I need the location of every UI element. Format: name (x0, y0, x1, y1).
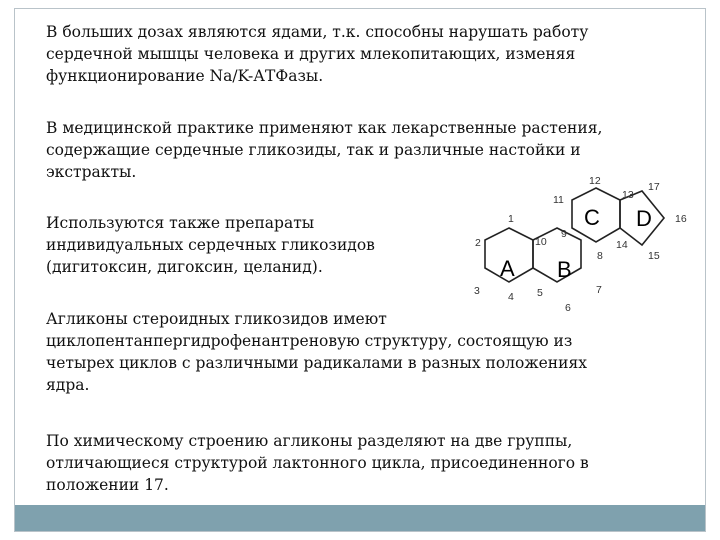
atom-number: 15 (648, 250, 660, 262)
atom-number: 4 (508, 291, 514, 303)
atom-number: 17 (648, 181, 660, 193)
text-line: содержащие сердечные гликозиды, так и различные настойки и (46, 141, 581, 159)
atom-number: 14 (616, 239, 628, 251)
paragraph-toxicity (46, 21, 696, 87)
ring-label-d: D (636, 206, 652, 231)
atom-number: 6 (565, 302, 571, 314)
text-line: четырех циклов с различными радикалами в разных положениях (46, 354, 587, 372)
steroid-skeleton-diagram (460, 168, 700, 320)
atom-number: 1 (508, 213, 514, 225)
atom-number: 8 (597, 250, 603, 262)
footer-bar (15, 505, 705, 531)
ring-label-c: C (584, 205, 600, 230)
text-line: положении 17. (46, 476, 169, 494)
atom-number: 3 (474, 285, 480, 297)
text-line: Агликоны стероидных гликозидов имеют (46, 310, 387, 328)
paragraph-preparations (46, 212, 466, 278)
text-line: Используются также препараты (46, 214, 315, 232)
text-line: циклопентанпергидрофенантреновую структуру, состоящую из (46, 332, 573, 350)
text-line: индивидуальных сердечных гликозидов (46, 236, 375, 254)
ring-label-b: B (557, 257, 572, 282)
atom-number: 9 (561, 228, 567, 240)
atom-number: 7 (596, 284, 602, 296)
atom-number: 16 (675, 213, 687, 225)
atom-number: 5 (537, 287, 543, 299)
text-line: В больших дозах являются ядами, т.к. способны нарушать работу (46, 23, 589, 41)
atom-number: 11 (553, 194, 564, 206)
atom-number: 13 (622, 189, 634, 201)
atom-number: 12 (589, 175, 601, 187)
text-line: сердечной мышцы человека и других млекопитающих, изменяя (46, 45, 576, 63)
text-line: (дигитоксин, дигоксин, целанид). (46, 258, 323, 276)
text-line: По химическому строению агликоны разделяют на две группы, (46, 432, 573, 450)
paragraph-aglycone-groups (46, 430, 696, 496)
text-line: отличающиеся структурой лактонного цикла, присоединенного в (46, 454, 589, 472)
text-line: ядра. (46, 376, 90, 394)
ring-label-a: A (500, 256, 515, 281)
text-line: функционирование Na/K-АТФазы. (46, 67, 324, 85)
text-line: экстракты. (46, 163, 137, 181)
atom-number: 10 (535, 236, 547, 248)
text-line: В медицинской практике применяют как лекарственные растения, (46, 119, 603, 137)
atom-number: 2 (475, 237, 481, 249)
paragraph-aglycone-structure (46, 308, 696, 396)
